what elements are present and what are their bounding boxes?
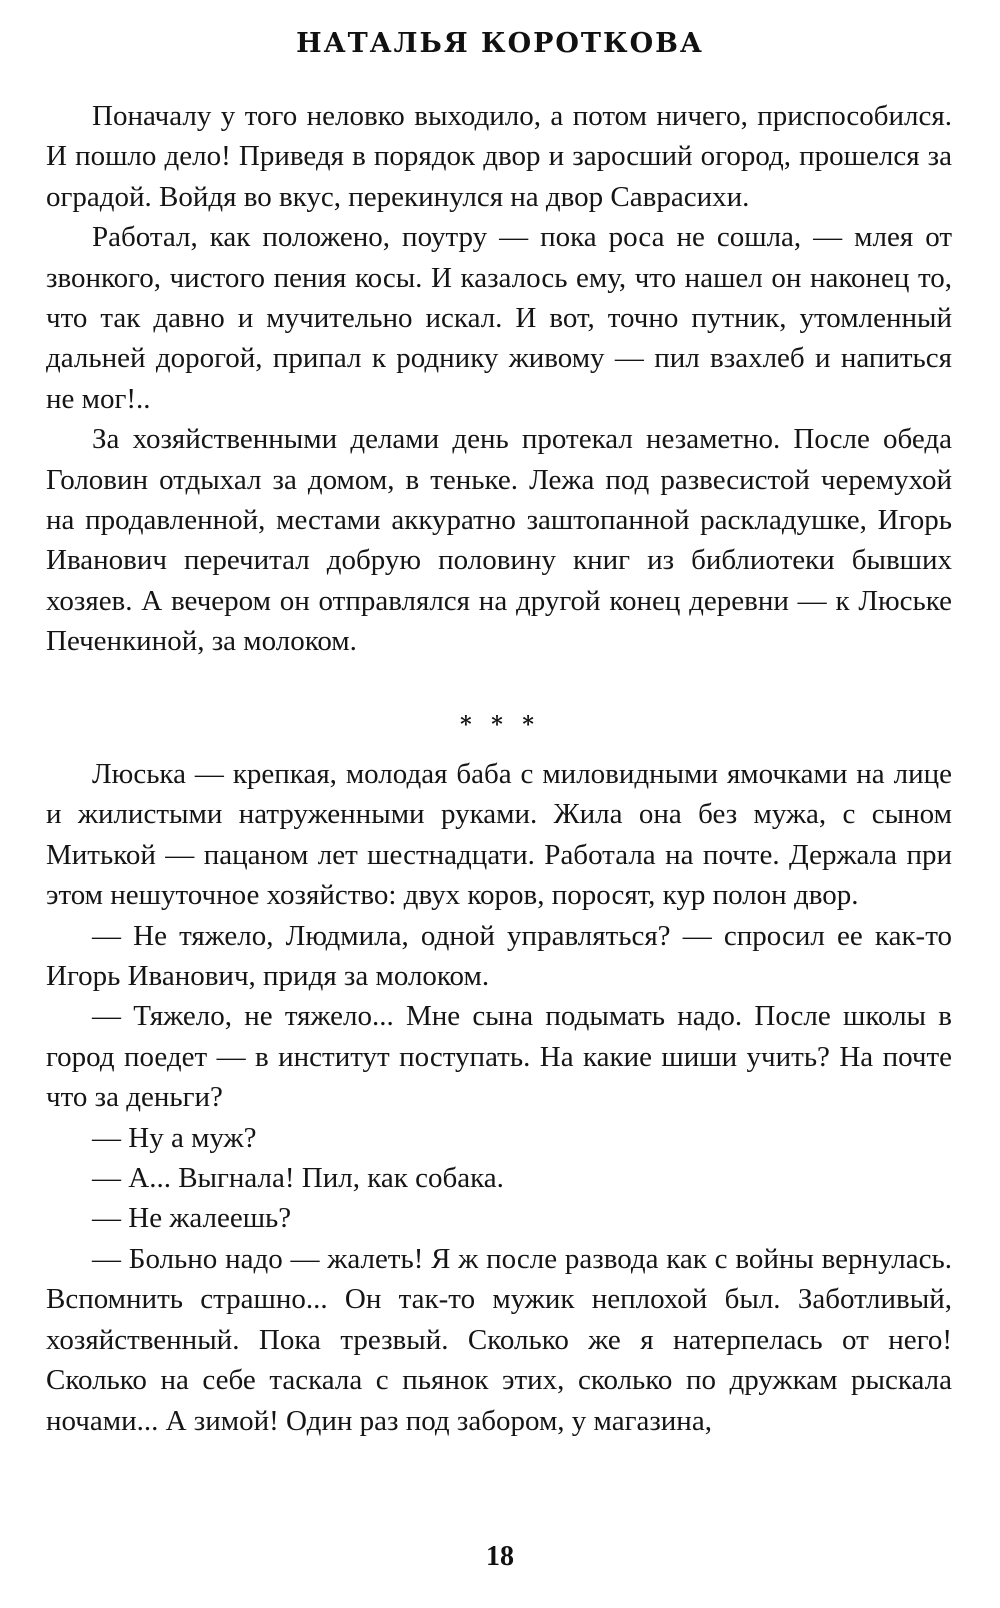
paragraph: Поначалу у того неловко выходило, а потом ничего, приспособился. И пошло дело! Приведя в порядок двор и заросший огород, прошелся за оградой. Войдя во вкус, перекинулся на двор Саврасихи. [46,100,952,213]
running-head-author: НАТАЛЬЯ КОРОТКОВА [296,28,704,59]
section-separator: * * * [460,712,540,738]
dialogue-line: — Не тяжело, Людмила, одной управляться? — спросил ее как-то Игорь Иванович, придя за молоком. [46,919,952,993]
dialogue-line: — Тяжело, не тяжело... Мне сына подымать надо. После школы в город поедет — в институт поступать. На какие шиши учить? На почте что за деньги? [46,1000,952,1114]
paragraph: Люська — крепкая, молодая баба с миловидными ямочками на лице и жилистыми натруженными руками. Жила она без мужа, с сыном Митькой — пацаном лет шестнадцати. Работала на почте. Держала при этом нешуточное хозяйство: двух коров, поросят, кур полон двор. [46,758,952,912]
dialogue-line: — А... Выгнала! Пил, как собака. [92,1162,504,1195]
dialogue-line: — Больно надо — жалеть! Я ж после развода как с войны вернулась. Вспомнить страшно... Он так-то мужик неплохой был. Заботливый, хозяйственный. Пока трезвый. Сколько же я натерпелась от него! Сколько на себе таскала с пьянок этих, сколько по дружкам рыскала ночами... А зимой! Один раз под забором, у магазина, [46,1242,952,1437]
dialogue-line: — Не жалеешь? [92,1202,292,1235]
dialogue-line: — Ну а муж? [92,1121,257,1154]
text-section-2 [46,754,952,1441]
text-section-1 [46,96,952,662]
page-number: 18 [486,1541,514,1572]
paragraph: Работал, как положено, поутру — пока роса не сошла, — млея от звонкого, чистого пения косы. И казалось ему, что нашел он наконец то, что так давно и мучительно искал. И вот, точно путник, утомленный дальней дорогой, припал к роднику живому — пил взахлеб и напиться не мог!.. [46,221,952,415]
paragraph: За хозяйственными делами день протекал незаметно. После обеда Головин отдыхал за домом, в теньке. Лежа под развесистой черемухой на продавленной, местами аккуратно заштопанной раскладушке, Игорь Иванович перечитал добрую половину книг из библиотеки бывших хозяев. А вечером он отправлялся на другой конец деревни — к Люське Печенкиной, за молоком. [46,423,952,658]
